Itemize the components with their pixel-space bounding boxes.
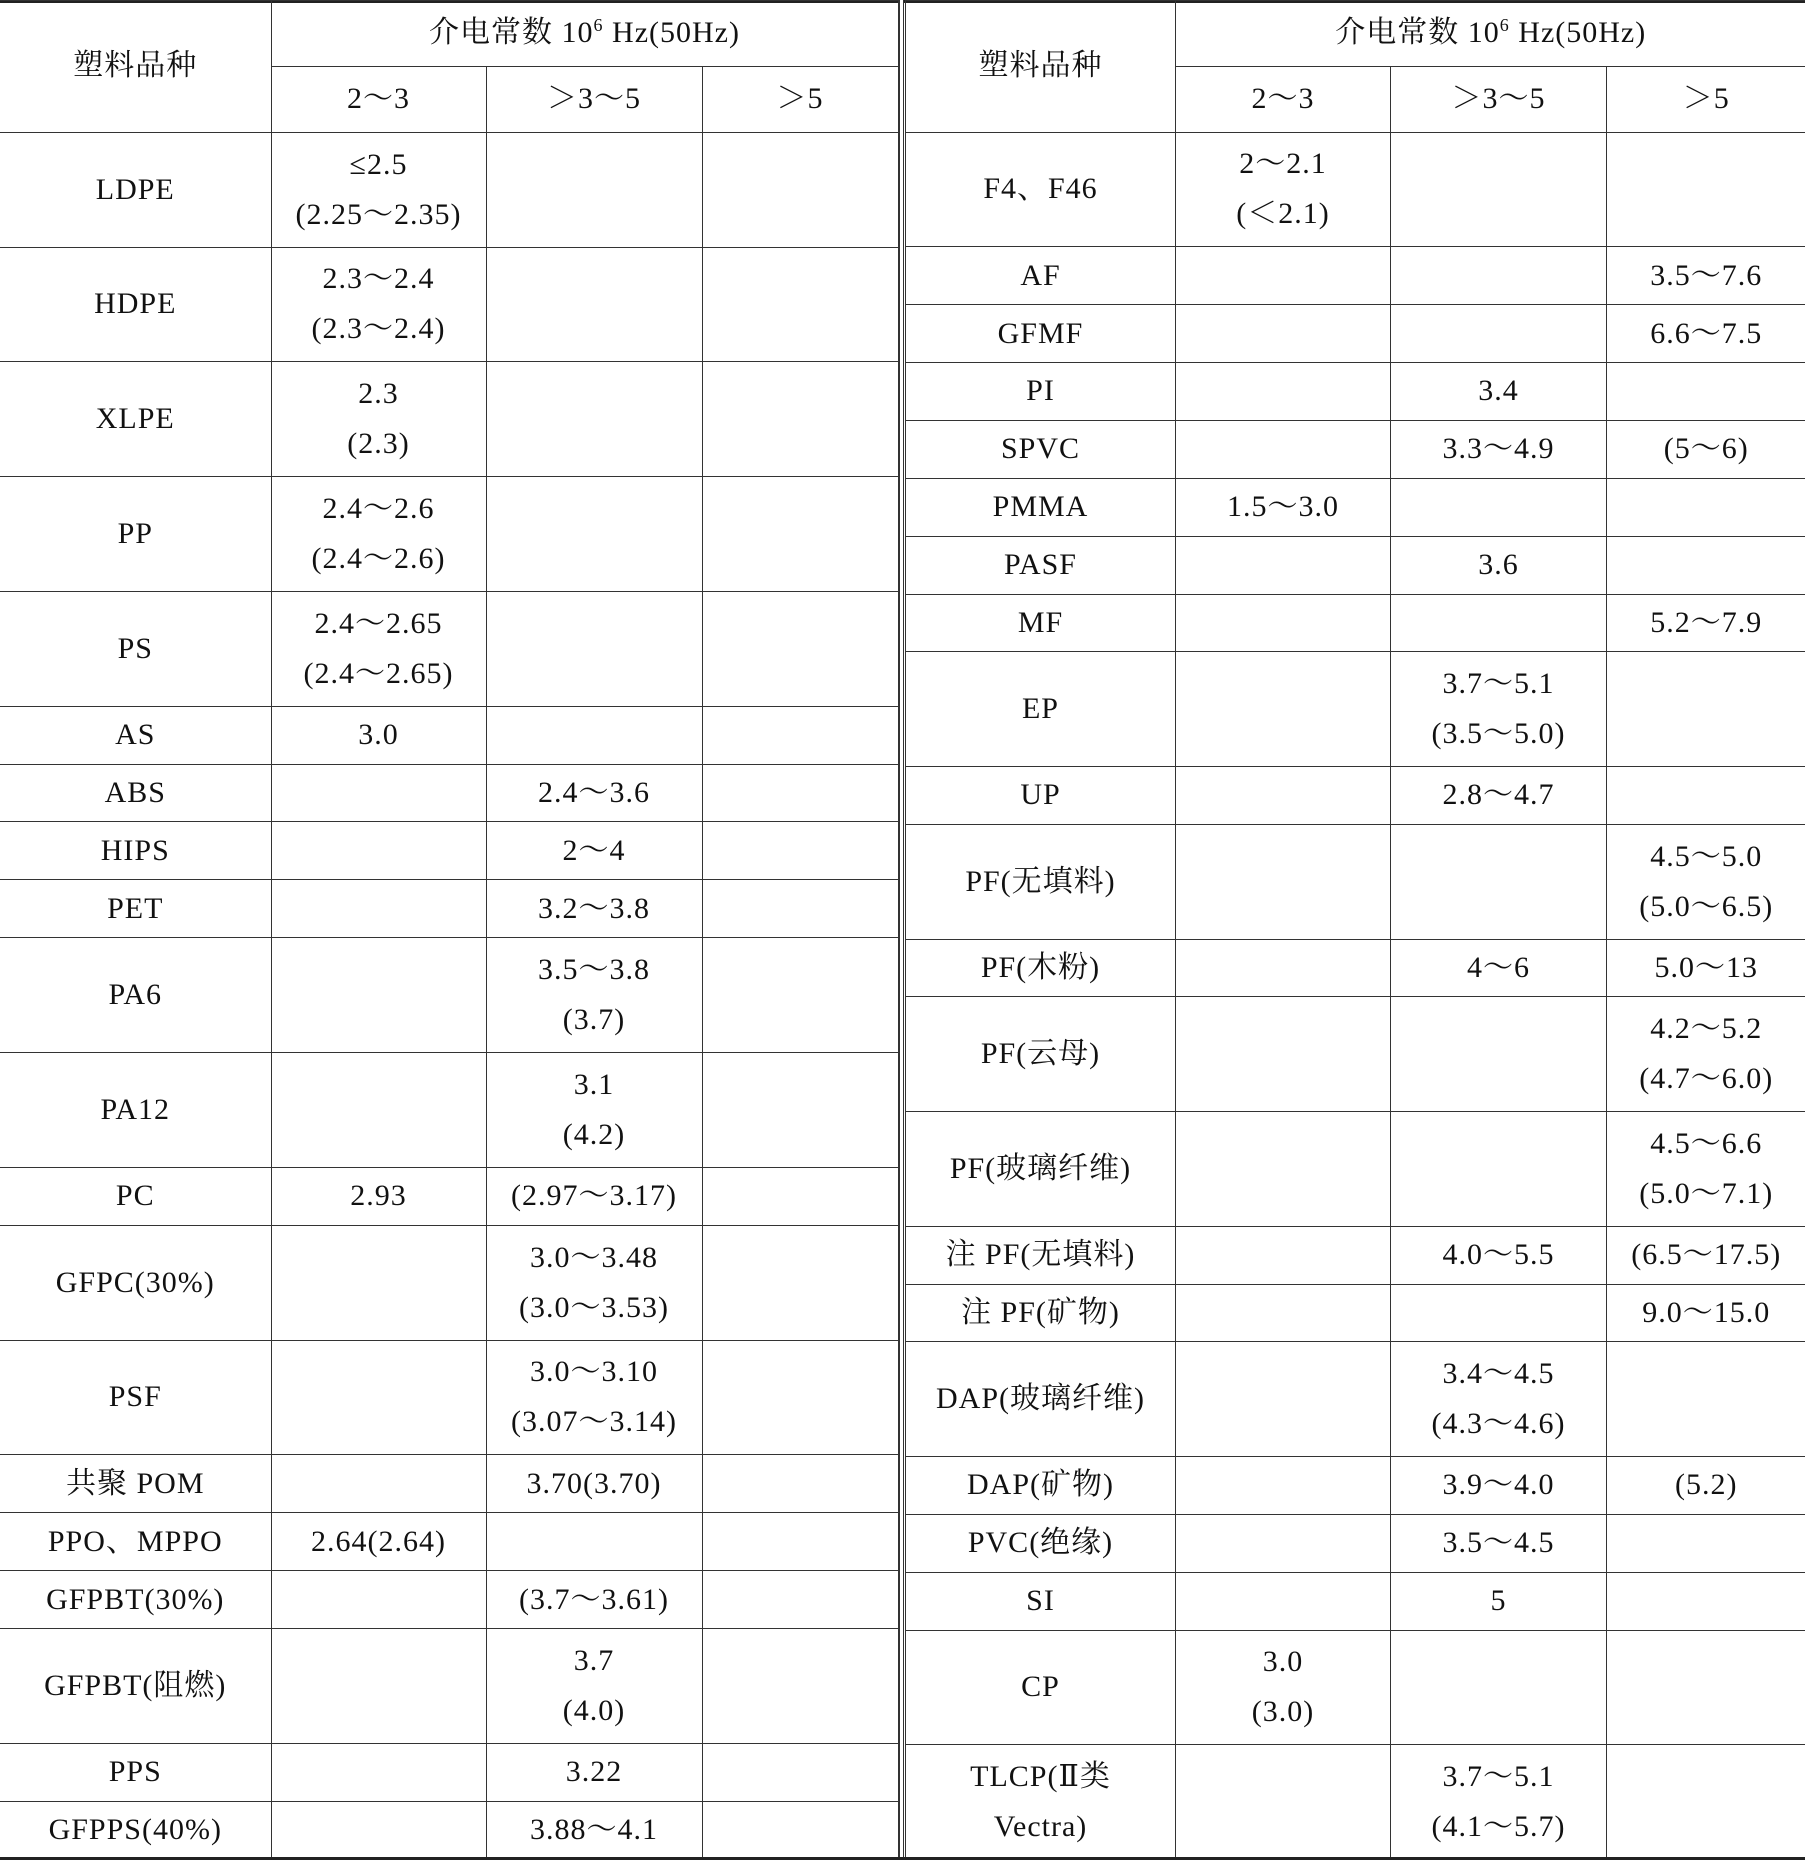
table-row [906, 1745, 1805, 1860]
value-cell-c1 [271, 1225, 486, 1340]
table-row [906, 997, 1805, 1112]
plastic-name-cell: PVC(绝缘) [906, 1514, 1176, 1572]
cell-line: (4.3～4.6) [1431, 1407, 1566, 1441]
header-col-gt5: ＞5 [1607, 66, 1805, 132]
value-cell-c2 [1391, 1342, 1607, 1457]
plastic-name-cell: PA6 [0, 938, 271, 1053]
table-row [906, 767, 1805, 825]
cell-line: 2.93 [350, 1179, 407, 1213]
value-cell-c3 [1607, 247, 1805, 305]
table-row [0, 477, 898, 592]
value-cell-c2 [486, 1455, 702, 1513]
cell-line: 5.2～7.9 [1650, 605, 1763, 639]
cell-line: Vectra) [993, 1810, 1088, 1844]
plastic-name-cell: GFPPS(40%) [0, 1801, 271, 1859]
plastic-name-cell: PPS [0, 1743, 271, 1801]
cell-line: 4.0～5.5 [1442, 1238, 1555, 1272]
cell-line: 3.5～4.5 [1442, 1526, 1555, 1560]
plastic-name-cell: HDPE [0, 247, 271, 362]
value-cell-c3 [1607, 594, 1805, 652]
cell-line: 2.4～2.65 [314, 606, 443, 640]
cell-line: 3.22 [565, 1755, 623, 1789]
cell-line: (5.0～7.1) [1639, 1176, 1774, 1210]
plastic-name-cell: UP [906, 767, 1176, 825]
value-cell-c1 [1176, 536, 1391, 594]
header-col-2-3: 2～3 [271, 66, 486, 132]
cell-line: (2.4～2.65) [303, 656, 454, 690]
table-row [906, 363, 1805, 421]
value-cell-c3 [702, 1340, 898, 1455]
value-cell-c3 [1607, 305, 1805, 363]
value-cell-c1 [1176, 997, 1391, 1112]
value-cell-c1 [271, 1571, 486, 1629]
header-dielectric-sup: 6 [593, 15, 604, 36]
value-cell-c1 [1176, 824, 1391, 939]
cell-line: (＜2.1) [1236, 197, 1330, 231]
value-cell-c1 [1176, 1226, 1391, 1284]
value-cell-c3 [702, 822, 898, 880]
value-cell-c3 [702, 1571, 898, 1629]
left-table [0, 0, 899, 1860]
table-row [906, 1112, 1805, 1227]
value-cell-c2 [486, 1053, 702, 1168]
cell-line: 9.0～15.0 [1642, 1295, 1771, 1329]
plastic-name-cell: PET [0, 880, 271, 938]
value-cell-c3 [1607, 767, 1805, 825]
value-cell-c3 [1607, 824, 1805, 939]
table-row [906, 1572, 1805, 1630]
value-cell-c2 [486, 477, 702, 592]
table-row [906, 1630, 1805, 1745]
cell-line: (3.07～3.14) [511, 1405, 677, 1439]
value-cell-c3 [1607, 1514, 1805, 1572]
header-dielectric-pre: 介电常数 10 [429, 16, 594, 50]
value-cell-c3 [1607, 132, 1805, 247]
value-cell-c1 [271, 1053, 486, 1168]
header-col-2-3: 2～3 [1176, 66, 1391, 132]
cell-line: 3.6 [1478, 548, 1519, 582]
value-cell-c2 [486, 822, 702, 880]
value-cell-c3 [1607, 939, 1805, 997]
value-cell-c2 [486, 1629, 702, 1744]
value-cell-c3 [1607, 420, 1805, 478]
value-cell-c3 [702, 764, 898, 822]
value-cell-c3 [702, 1455, 898, 1513]
value-cell-c1 [271, 132, 486, 247]
table-row [0, 591, 898, 706]
table-row [0, 938, 898, 1053]
value-cell-c3 [702, 1629, 898, 1744]
table-row [0, 1053, 898, 1168]
cell-line: 5.0～13 [1654, 950, 1759, 984]
cell-line: 4～6 [1467, 950, 1530, 984]
value-cell-c1 [1176, 594, 1391, 652]
value-cell-c2 [1391, 305, 1607, 363]
cell-line: 3.7～5.1 [1442, 667, 1555, 701]
value-cell-c1 [1176, 1457, 1391, 1515]
table-row [0, 1340, 898, 1455]
value-cell-c3 [1607, 1745, 1805, 1860]
table-row [0, 1571, 898, 1629]
value-cell-c2 [1391, 1457, 1607, 1515]
plastic-name-cell: PMMA [906, 478, 1176, 536]
value-cell-c1 [271, 880, 486, 938]
value-cell-c3 [702, 591, 898, 706]
plastic-name-cell: 共聚 POM [0, 1455, 271, 1513]
plastic-name-cell: GFPBT(30%) [0, 1571, 271, 1629]
value-cell-c1 [1176, 420, 1391, 478]
value-cell-c3 [702, 938, 898, 1053]
plastic-name-cell: PF(无填料) [906, 824, 1176, 939]
plastic-name-cell [906, 1745, 1176, 1860]
cell-line: 3.9～4.0 [1442, 1468, 1555, 1502]
plastic-name-cell: 注 PF(矿物) [906, 1284, 1176, 1342]
plastic-name-cell: SPVC [906, 420, 1176, 478]
value-cell-c1 [271, 822, 486, 880]
value-cell-c2 [486, 938, 702, 1053]
plastic-name-cell: ABS [0, 764, 271, 822]
value-cell-c1 [271, 1513, 486, 1571]
value-cell-c2 [1391, 1284, 1607, 1342]
table-row [0, 706, 898, 764]
cell-line: (2.97～3.17) [511, 1179, 677, 1213]
cell-line: 5 [1490, 1584, 1507, 1618]
cell-line: 6.6～7.5 [1650, 316, 1763, 350]
cell-line: 2.64(2.64) [311, 1524, 446, 1558]
header-dielectric-pre: 介电常数 10 [1335, 16, 1500, 50]
plastic-name-cell: PSF [0, 1340, 271, 1455]
plastic-name-cell: CP [906, 1630, 1176, 1745]
value-cell-c2 [1391, 939, 1607, 997]
table-row [0, 1455, 898, 1513]
value-cell-c3 [1607, 997, 1805, 1112]
table-row [0, 822, 898, 880]
value-cell-c2 [1391, 132, 1607, 247]
cell-line: (5.2) [1675, 1468, 1738, 1502]
cell-line: 2.3 [358, 377, 399, 411]
cell-line: (3.0) [1251, 1695, 1315, 1729]
table-row [906, 132, 1805, 247]
table-row [906, 824, 1805, 939]
plastic-name-cell: PI [906, 363, 1176, 421]
value-cell-c1 [271, 938, 486, 1053]
cell-line: (5.0～6.5) [1639, 889, 1774, 923]
value-cell-c2 [486, 132, 702, 247]
header-plastic-variety: 塑料品种 [906, 1, 1176, 133]
cell-line: 1.5～3.0 [1227, 490, 1339, 524]
table-row [906, 1226, 1805, 1284]
value-cell-c2 [1391, 1226, 1607, 1284]
value-cell-c3 [1607, 478, 1805, 536]
table-row [0, 1743, 898, 1801]
cell-line: 3.4 [1478, 374, 1519, 408]
value-cell-c3 [702, 1801, 898, 1859]
cell-line: (2.4～2.6) [311, 541, 446, 575]
header-dielectric-constant [1176, 1, 1805, 67]
plastic-name-cell: AF [906, 247, 1176, 305]
value-cell-c2 [486, 1743, 702, 1801]
value-cell-c3 [702, 477, 898, 592]
value-cell-c2 [1391, 1572, 1607, 1630]
right-table [905, 0, 1805, 1860]
cell-line: (3.7～3.61) [519, 1582, 669, 1616]
value-cell-c1 [271, 1455, 486, 1513]
plastic-name-cell: EP [906, 652, 1176, 767]
header-dielectric-post: Hz(50Hz) [603, 16, 740, 50]
cell-line: 2.4～3.6 [538, 776, 650, 810]
value-cell-c2 [486, 706, 702, 764]
table-row [906, 420, 1805, 478]
cell-line: ≤2.5 [349, 147, 408, 181]
value-cell-c2 [1391, 824, 1607, 939]
value-cell-c1 [1176, 305, 1391, 363]
cell-line: 2.3～2.4 [322, 262, 435, 296]
value-cell-c2 [1391, 594, 1607, 652]
plastic-name-cell: PP [0, 477, 271, 592]
plastic-name-cell: PA12 [0, 1053, 271, 1168]
value-cell-c2 [486, 764, 702, 822]
value-cell-c1 [1176, 1284, 1391, 1342]
plastic-name-cell: PF(玻璃纤维) [906, 1112, 1176, 1227]
value-cell-c2 [1391, 363, 1607, 421]
value-cell-c2 [1391, 478, 1607, 536]
value-cell-c1 [1176, 1572, 1391, 1630]
value-cell-c3 [1607, 1457, 1805, 1515]
plastic-name-cell: GFPBT(阻燃) [0, 1629, 271, 1744]
value-cell-c2 [486, 880, 702, 938]
plastic-name-cell: XLPE [0, 362, 271, 477]
table-row [0, 132, 898, 247]
table-row [0, 1167, 898, 1225]
value-cell-c1 [271, 477, 486, 592]
plastic-name-cell: AS [0, 706, 271, 764]
value-cell-c3 [702, 1743, 898, 1801]
plastic-name-cell: HIPS [0, 822, 271, 880]
value-cell-c3 [1607, 1342, 1805, 1457]
table-row [906, 1514, 1805, 1572]
table-row [906, 939, 1805, 997]
value-cell-c2 [1391, 420, 1607, 478]
cell-line: (4.1～5.7) [1431, 1810, 1566, 1844]
value-cell-c3 [702, 132, 898, 247]
cell-line: 3.3～4.9 [1442, 432, 1555, 466]
cell-line: 3.1 [573, 1068, 615, 1101]
plastic-name-cell: SI [906, 1572, 1176, 1630]
cell-line: (2.25～2.35) [295, 197, 462, 231]
value-cell-c2 [486, 247, 702, 362]
header-col-3-5: ＞3～5 [1391, 66, 1607, 132]
value-cell-c1 [1176, 652, 1391, 767]
cell-line: 3.0～3.48 [530, 1240, 658, 1274]
value-cell-c3 [1607, 1226, 1805, 1284]
value-cell-c1 [271, 1743, 486, 1801]
value-cell-c3 [702, 247, 898, 362]
cell-line: 4.5～6.6 [1650, 1126, 1763, 1160]
cell-line: 3.0 [1262, 1645, 1304, 1679]
cell-line: (5～6) [1663, 432, 1749, 466]
plastic-name-cell: LDPE [0, 132, 271, 247]
value-cell-c1 [1176, 1112, 1391, 1227]
cell-line: 3.7 [573, 1644, 615, 1678]
value-cell-c2 [486, 1167, 702, 1225]
cell-line: (4.2) [562, 1118, 626, 1151]
header-dielectric-post: Hz(50Hz) [1509, 16, 1647, 50]
cell-line: 4.2～5.2 [1650, 1012, 1763, 1046]
value-cell-c1 [1176, 363, 1391, 421]
cell-line: (3.0～3.53) [519, 1290, 669, 1324]
table-row [0, 247, 898, 362]
value-cell-c1 [1176, 247, 1391, 305]
value-cell-c1 [271, 706, 486, 764]
value-cell-c3 [702, 880, 898, 938]
table-row [0, 764, 898, 822]
cell-line: 4.5～5.0 [1650, 839, 1763, 873]
value-cell-c2 [1391, 536, 1607, 594]
cell-line: 3.7～5.1 [1442, 1760, 1555, 1794]
table-row [0, 1801, 898, 1859]
value-cell-c2 [1391, 247, 1607, 305]
value-cell-c1 [271, 764, 486, 822]
value-cell-c3 [702, 362, 898, 477]
cell-line: 3.70(3.70) [526, 1466, 662, 1500]
plastic-name-cell: PF(云母) [906, 997, 1176, 1112]
cell-line: (3.5～5.0) [1431, 717, 1566, 751]
plastic-name-cell: GFPC(30%) [0, 1225, 271, 1340]
table-row [906, 478, 1805, 536]
table-row [906, 1457, 1805, 1515]
cell-line: 2.8～4.7 [1442, 778, 1555, 812]
plastic-name-cell: 注 PF(无填料) [906, 1226, 1176, 1284]
value-cell-c1 [1176, 478, 1391, 536]
value-cell-c1 [271, 247, 486, 362]
cell-line: TLCP(Ⅱ类 [970, 1760, 1111, 1794]
center-divider [899, 0, 904, 1860]
cell-line: (4.0) [562, 1694, 626, 1728]
value-cell-c1 [271, 362, 486, 477]
table-row [0, 1513, 898, 1571]
value-cell-c3 [1607, 652, 1805, 767]
header-dielectric-constant [271, 1, 898, 67]
value-cell-c2 [486, 1801, 702, 1859]
value-cell-c3 [702, 1167, 898, 1225]
value-cell-c2 [486, 591, 702, 706]
table-row [906, 652, 1805, 767]
table-row [906, 1284, 1805, 1342]
cell-line: 3.0 [358, 718, 399, 752]
value-cell-c3 [1607, 536, 1805, 594]
value-cell-c2 [1391, 1112, 1607, 1227]
value-cell-c3 [702, 1053, 898, 1168]
plastic-name-cell: PPO、MPPO [0, 1513, 271, 1571]
value-cell-c1 [1176, 1514, 1391, 1572]
value-cell-c2 [486, 1571, 702, 1629]
plastic-name-cell: PC [0, 1167, 271, 1225]
value-cell-c3 [702, 1225, 898, 1340]
value-cell-c3 [1607, 1112, 1805, 1227]
value-cell-c1 [271, 1340, 486, 1455]
value-cell-c2 [486, 1513, 702, 1571]
header-plastic-variety: 塑料品种 [0, 1, 271, 133]
value-cell-c3 [1607, 1284, 1805, 1342]
value-cell-c1 [1176, 767, 1391, 825]
table-row [906, 305, 1805, 363]
value-cell-c1 [271, 591, 486, 706]
cell-line: 3.5～3.8 [538, 953, 650, 987]
cell-line: 3.2～3.8 [538, 891, 650, 925]
header-col-gt5: ＞5 [702, 66, 898, 132]
value-cell-c1 [1176, 1342, 1391, 1457]
value-cell-c1 [271, 1629, 486, 1744]
cell-line: 3.5～7.6 [1650, 258, 1763, 292]
value-cell-c2 [486, 1340, 702, 1455]
cell-line: 3.88～4.1 [530, 1813, 658, 1847]
table-row [0, 1629, 898, 1744]
plastic-name-cell: PF(木粉) [906, 939, 1176, 997]
value-cell-c2 [1391, 652, 1607, 767]
cell-line: (2.3～2.4) [311, 312, 446, 346]
table-row [0, 1225, 898, 1340]
value-cell-c1 [271, 1167, 486, 1225]
header-col-3-5: ＞3～5 [486, 66, 702, 132]
table-row [0, 362, 898, 477]
value-cell-c1 [1176, 1630, 1391, 1745]
plastic-name-cell: F4、F46 [906, 132, 1176, 247]
cell-line: 2～2.1 [1239, 147, 1327, 181]
value-cell-c3 [702, 1513, 898, 1571]
value-cell-c2 [1391, 1514, 1607, 1572]
table-row [906, 1342, 1805, 1457]
cell-line: (4.7～6.0) [1639, 1062, 1774, 1096]
cell-line: (3.7) [562, 1003, 626, 1037]
value-cell-c2 [486, 362, 702, 477]
value-cell-c3 [1607, 1572, 1805, 1630]
cell-line: 3.0～3.10 [530, 1355, 658, 1389]
value-cell-c2 [1391, 1745, 1607, 1860]
plastic-name-cell: GFMF [906, 305, 1176, 363]
plastic-name-cell: PS [0, 591, 271, 706]
value-cell-c3 [702, 706, 898, 764]
table-row [906, 594, 1805, 652]
value-cell-c3 [1607, 1630, 1805, 1745]
value-cell-c1 [1176, 939, 1391, 997]
value-cell-c2 [1391, 767, 1607, 825]
plastic-name-cell: MF [906, 594, 1176, 652]
value-cell-c2 [1391, 997, 1607, 1112]
table-row [906, 247, 1805, 305]
plastic-name-cell: PASF [906, 536, 1176, 594]
value-cell-c2 [1391, 1630, 1607, 1745]
cell-line: (2.3) [347, 427, 410, 461]
cell-line: 3.4～4.5 [1442, 1357, 1555, 1391]
header-dielectric-sup: 6 [1499, 15, 1510, 36]
plastic-name-cell: DAP(矿物) [906, 1457, 1176, 1515]
value-cell-c1 [1176, 132, 1391, 247]
plastic-name-cell: DAP(玻璃纤维) [906, 1342, 1176, 1457]
cell-line: (6.5～17.5) [1631, 1238, 1782, 1272]
cell-line: 2～4 [562, 833, 626, 867]
table-row [906, 536, 1805, 594]
cell-line: 2.4～2.6 [322, 491, 435, 525]
value-cell-c1 [271, 1801, 486, 1859]
table-row [0, 880, 898, 938]
value-cell-c3 [1607, 363, 1805, 421]
value-cell-c2 [486, 1225, 702, 1340]
value-cell-c1 [1176, 1745, 1391, 1860]
